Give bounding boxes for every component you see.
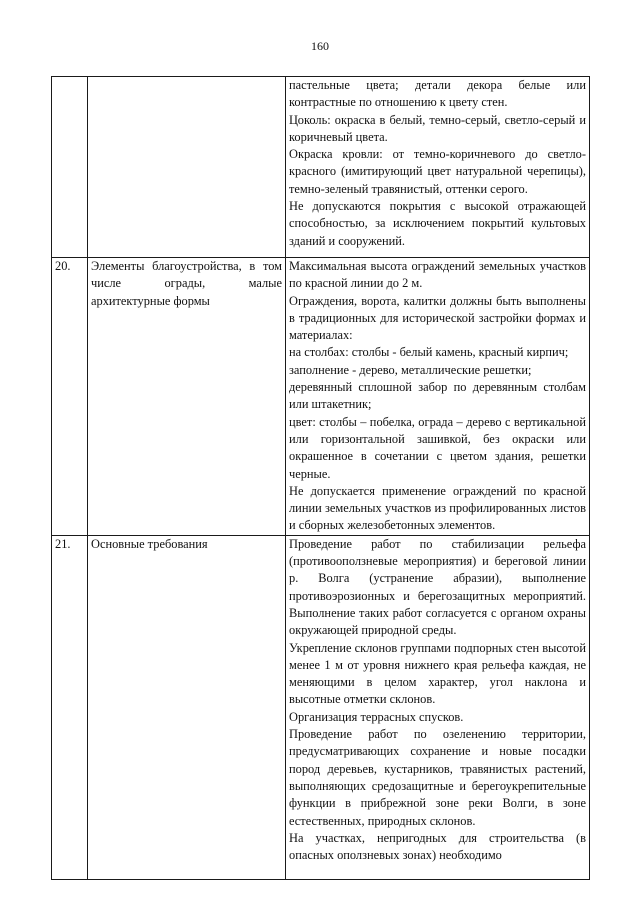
requirements-table xyxy=(51,76,590,880)
requirement-paragraph: Укрепление склонов группами подпорных стен высотой менее 1 м от уровня нижнего края рельефа каждая, не меняющими в целом характер, угол наклона и высотные отметки склонов. xyxy=(289,640,586,707)
requirements-cell xyxy=(286,258,590,536)
requirement-paragraph: На участках, непригодных для строительства (в опасных оползневых зонах) необходимо xyxy=(289,830,586,863)
element-name xyxy=(88,258,286,536)
table-row xyxy=(52,77,590,258)
requirements-cell xyxy=(286,535,590,879)
table-row xyxy=(52,258,590,536)
table-row xyxy=(52,535,590,879)
requirement-paragraph: Цоколь: окраска в белый, темно-серый, светло-серый и коричневый цвета. xyxy=(289,112,586,144)
requirement-paragraph: Ограждения, ворота, калитки должны быть выполнены в традиционных для исторической застройки формах и материалах: xyxy=(289,293,586,343)
requirement-paragraph: пастельные цвета; детали декора белые или контрастные по отношению к цвету стен. xyxy=(289,78,586,110)
requirement-paragraph: цвет: столбы – побелка, ограда – дерево с вертикальной или горизонтальной зашивкой, без окраски или окрашенное в сочетании с цветом здания, решетки черные. xyxy=(289,414,586,481)
requirement-paragraph: Проведение работ по стабилизации рельефа (противооползневые мероприятия) и береговой линии р. Волга (устранение абразии), выполнение противоэрозионных и берегозащитных мероприятий. Выполнение таких работ согласуется с органом охраны окружающей природной среды. xyxy=(289,536,586,638)
requirement-paragraph: Не допускается применение ограждений по красной линии земельных участков из профилированных листов и сборных железобетонных элементов. xyxy=(289,483,586,533)
element-name xyxy=(88,77,286,258)
element-name xyxy=(88,535,286,879)
requirement-paragraph: на столбах: столбы - белый камень, красный кирпич; xyxy=(289,345,569,360)
element-name-text: Элементы благоустройства, в том числе ограды, малые архитектурные формы xyxy=(91,259,282,308)
row-number: 20. xyxy=(52,258,88,536)
requirement-paragraph: Максимальная высота ограждений земельных участков по красной линии до 2 м. xyxy=(289,259,586,291)
requirement-paragraph: заполнение - дерево, металлические решетки; xyxy=(289,362,532,377)
requirement-paragraph: Не допускаются покрытия с высокой отражающей способностью, за исключением покрытий культовых зданий и сооружений. xyxy=(289,199,586,248)
requirement-paragraph: деревянный сплошной забор по деревянным столбам или штакетник; xyxy=(289,380,586,412)
requirements-cell xyxy=(286,77,590,258)
element-name-text: Основные требования xyxy=(91,536,208,551)
page-number: 160 xyxy=(311,39,329,53)
requirement-paragraph: Организация террасных спусков. xyxy=(289,709,464,724)
row-number xyxy=(52,77,88,258)
row-number: 21. xyxy=(52,535,88,879)
requirement-paragraph: Окраска кровли: от темно-коричневого до светло-красного (имитирующий цвет натуральной черепицы), темно-зеленый травянистый, оттенки серого. xyxy=(289,147,586,196)
requirement-paragraph: Проведение работ по озеленению территории, предусматривающих сохранение и новые посадки пород деревьев, кустарников, травянистых растений, выполняющих средозащитные и берегоукрепительные функции в прибрежной зоне реки Волги, в зоне естественных, природных склонов. xyxy=(289,727,586,828)
